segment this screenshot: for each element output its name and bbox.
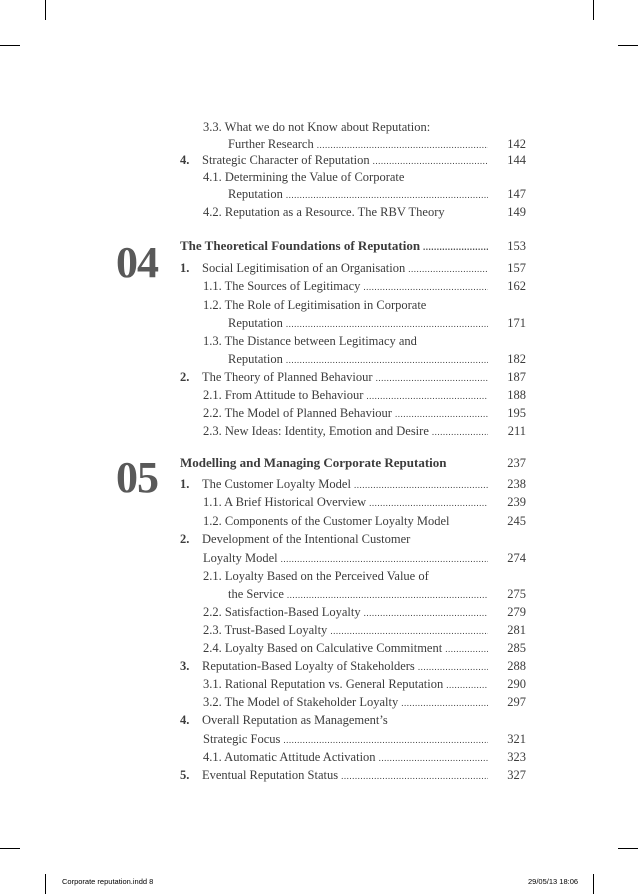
- chapter-title: Modelling and Managing Corporate Reputation: [180, 455, 447, 470]
- toc-entry: 1.3. The Distance between Legitimacy and: [203, 334, 417, 348]
- toc-entry: 1.2. The Role of Legitimisation in Corporate: [203, 298, 427, 312]
- page-number: 238: [507, 477, 526, 491]
- toc-entry: 1. The Customer Loyalty Model .....: [180, 476, 488, 493]
- crop-mark-top-left: [45, 0, 46, 20]
- crop-mark-bottom-right-h: [618, 848, 638, 849]
- toc-entry: 4.2. Reputation as a Resource. The RBV Theory: [203, 205, 445, 219]
- page-number: 188: [507, 388, 526, 402]
- toc-entry: 4.1. Automatic Attitude Activation .....: [203, 749, 488, 766]
- crop-mark-top-left-h: [0, 45, 20, 46]
- toc-entry: 1.1. A Brief Historical Overview .....: [203, 494, 488, 511]
- page-number: 157: [507, 261, 526, 275]
- crop-mark-bottom-right: [593, 874, 594, 894]
- page-number: 171: [507, 316, 526, 330]
- toc-entry: 2.1. From Attitude to Behaviour .....: [203, 387, 488, 404]
- page-number: 237: [507, 456, 526, 470]
- toc-entry: Reputation .....: [228, 351, 488, 368]
- page-number: 327: [507, 768, 526, 782]
- page-number: 323: [507, 750, 526, 764]
- chapter-number: 05: [116, 453, 158, 502]
- toc-entry: 2.2. Satisfaction-Based Loyalty .....: [203, 604, 488, 621]
- slug-timestamp: 29/05/13 18:06: [528, 877, 579, 886]
- toc-entry: the Service .....: [228, 586, 488, 603]
- toc-entry: 2.1. Loyalty Based on the Perceived Value of: [203, 569, 429, 583]
- page-number: 297: [507, 695, 526, 709]
- toc-entry: 2.3. New Ideas: Identity, Emotion and Desire .....: [203, 423, 488, 440]
- page-number: 285: [507, 641, 526, 655]
- page-number: 147: [507, 187, 526, 201]
- page-number: 195: [507, 406, 526, 420]
- toc-entry: Strategic Focus .....: [203, 731, 488, 748]
- chapter-title: The Theoretical Foundations of Reputation .....: [180, 238, 488, 255]
- toc-entry: 2.2. The Model of Planned Behaviour .....: [203, 405, 488, 422]
- toc-entry: 4. Strategic Character of Reputation .....: [180, 152, 488, 169]
- toc-entry: 3. Reputation-Based Loyalty of Stakeholders .....: [180, 658, 488, 675]
- page-number: 187: [507, 370, 526, 384]
- page-number: 274: [507, 551, 526, 565]
- page-number: 144: [507, 153, 526, 167]
- crop-mark-bottom-left-h: [0, 848, 20, 849]
- toc-entry: 4.1. Determining the Value of Corporate: [203, 170, 405, 184]
- toc-entry: 2.4. Loyalty Based on Calculative Commitment .....: [203, 640, 488, 657]
- page-number: 321: [507, 732, 526, 746]
- toc-entry: Reputation .....: [228, 186, 488, 203]
- toc-entry: Reputation .....: [228, 315, 488, 332]
- page-number: 279: [507, 605, 526, 619]
- page-number: 153: [507, 239, 526, 253]
- toc-entry: 3.1. Rational Reputation vs. General Reputation .....: [203, 676, 488, 693]
- toc-entry: 1.2. Components of the Customer Loyalty Model: [203, 514, 450, 528]
- page-number: 162: [507, 279, 526, 293]
- toc-entry: 2.3. Trust-Based Loyalty .....: [203, 622, 488, 639]
- toc-entry: Loyalty Model .....: [203, 550, 488, 567]
- crop-mark-bottom-left: [45, 874, 46, 894]
- page-number: 290: [507, 677, 526, 691]
- page-number: 245: [507, 514, 526, 528]
- toc-entry: 1. Social Legitimisation of an Organisation .....: [180, 260, 488, 277]
- chapter-number: 04: [116, 238, 158, 287]
- page-number: 281: [507, 623, 526, 637]
- toc-entry: 3.2. The Model of Stakeholder Loyalty .....: [203, 694, 488, 711]
- crop-mark-top-right-h: [618, 45, 638, 46]
- page-number: 182: [507, 352, 526, 366]
- toc-entry: 2. The Theory of Planned Behaviour .....: [180, 369, 488, 386]
- page-number: 239: [507, 495, 526, 509]
- page-number: 275: [507, 587, 526, 601]
- page-number: 288: [507, 659, 526, 673]
- crop-mark-top-right: [593, 0, 594, 20]
- toc-entry: 1.1. The Sources of Legitimacy .....: [203, 278, 488, 295]
- toc-entry: 2. Development of the Intentional Customer: [180, 532, 411, 546]
- toc-entry: Further Research .....: [228, 136, 488, 153]
- toc-entry: 3.3. What we do not Know about Reputation:: [203, 120, 431, 134]
- toc-entry: 4. Overall Reputation as Management’s: [180, 713, 388, 727]
- toc-entry: 5. Eventual Reputation Status .....: [180, 767, 488, 784]
- page-number: 211: [507, 424, 526, 438]
- slug-filename: Corporate reputation.indd 8: [62, 877, 154, 886]
- page-number: 149: [507, 205, 526, 219]
- page-number: 142: [507, 137, 526, 151]
